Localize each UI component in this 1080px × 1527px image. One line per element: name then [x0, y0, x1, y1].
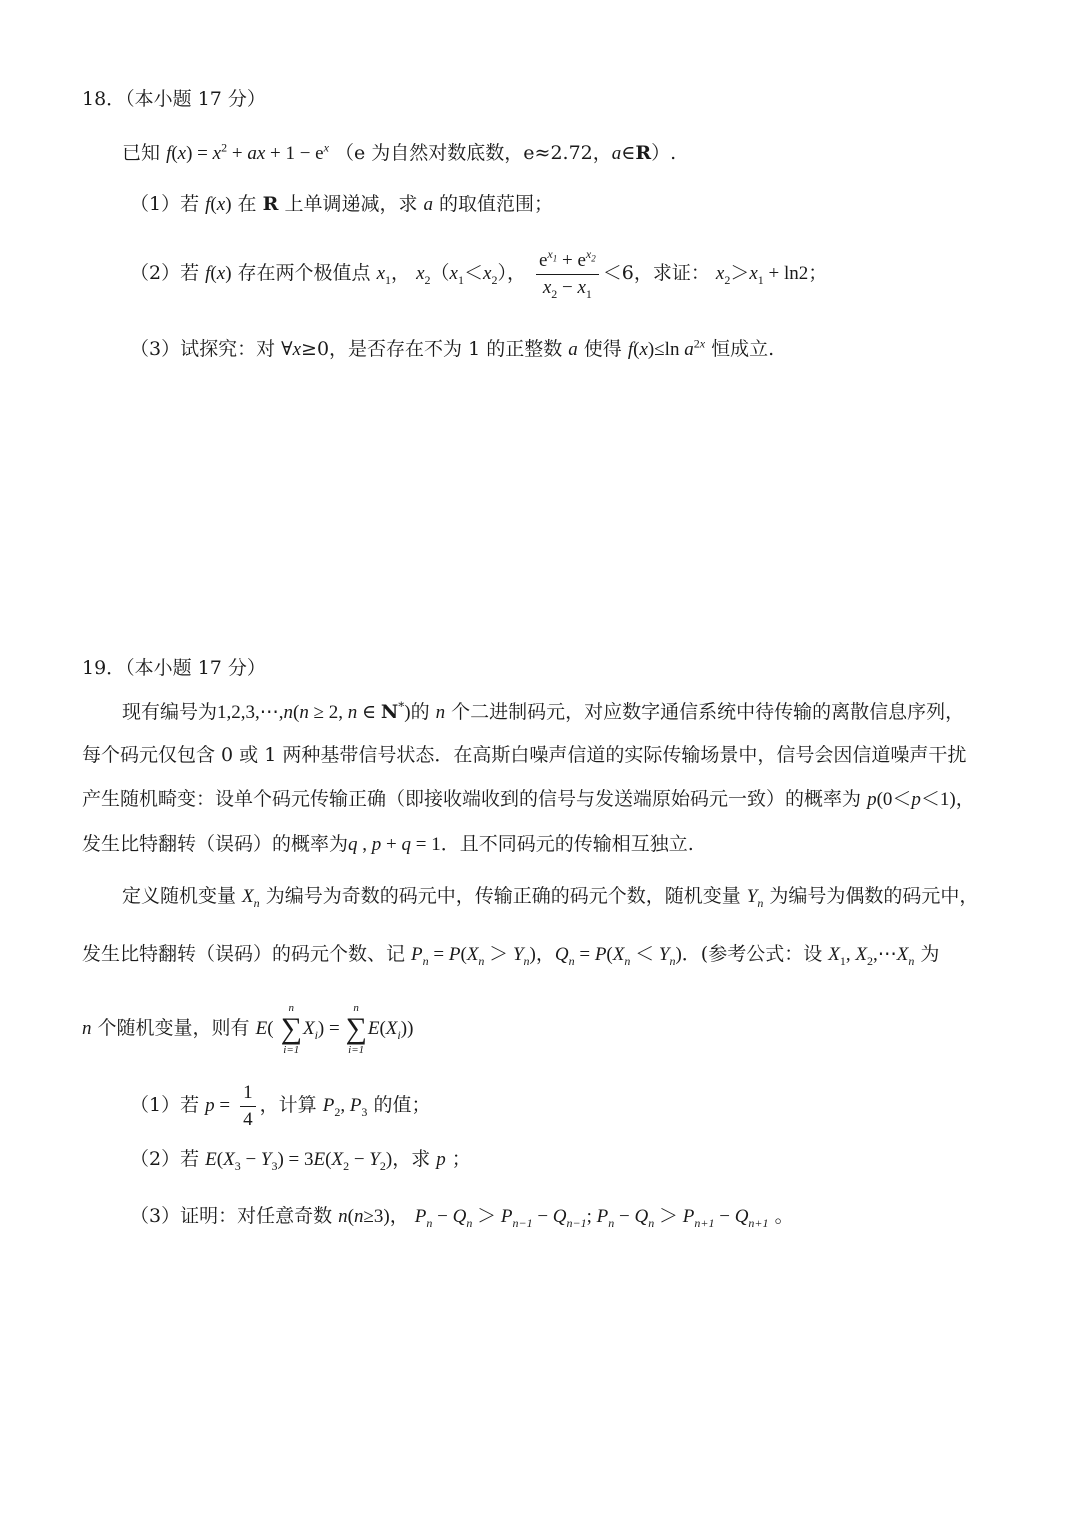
q19-para1-line2: 每个码元仅包含 0 或 1 两种基带信号状态．在高斯白噪声信道的实际传输场景中，信号会因信道噪声干扰: [82, 744, 967, 766]
q19-heading: 19．（本小题 17 分）: [82, 657, 266, 679]
q19-fraction: $\frac{1}{4}$: [240, 1082, 256, 1131]
q19-part2: （2）若 $E(X_3 - Y_3) = 3E(X_2 - Y_2)$，求 p ；: [130, 1148, 471, 1173]
q19-part1: （1）若 p = $\frac{1}{4}$ ，计算 $P_2$, $P_3$ 的值；: [130, 1081, 431, 1130]
sum-symbol-2: n ∑ i=1: [345, 1002, 367, 1056]
q19-para2-line1: 定义随机变量 $X_n$ 为编号为奇数的码元中，传输正确的码元个数，随机变量 $Y_n$ 为编号为偶数的码元中，: [122, 885, 979, 910]
q19-part3: （3）证明：对任意奇数 n(n≥3)， $P_n - Q_n > P_{n-1} - Q_{n-1}$; $P_n - Q_n > P_{n+1} - Q_{n+1}$ 。: [130, 1205, 794, 1230]
q18-part3: （3）试探究：对 ∀x≥0，是否存在不为 1 的正整数 a 使得 f(x)≤ln $a^{2x}$ 恒成立.: [130, 336, 775, 360]
q18-heading: 18．（本小题 17 分）: [82, 88, 266, 110]
q19-para1-line1: 现有编号为1,2,3,⋯,n(n ≥ 2, n ∈ N*)的 n 个二进制码元，对应数字通信系统中待传输的离散信息序列，: [122, 699, 965, 723]
q18-part2: （2）若 f(x) 存在两个极值点 $x_1$， $x_2(x_1<x_2)$， $\frac{e^{x_1} + e^{x_2}}{x_2 - x_1}$ ＜6，求证： $x_2>x_1 + \ln 2$；: [130, 247, 828, 301]
q19-para2-line3: n 个随机变量，则有 E( n ∑ i=1 $X_i$) = n ∑ i=1 $E(X_i)$): [82, 1002, 414, 1056]
q19-para1-line3: 产生随机畸变：设单个码元传输正确（即接收端收到的信号与发送端原始码元一致）的概率为 p(0＜p＜1)，: [82, 788, 975, 810]
q19-para2-line2: 发生比特翻转（误码）的码元个数、记 $P_n = P(X_n > Y_n)$，$Q_n = P(X_n < Y_n)$．(参考公式：设 $X_1$, $X_2,\cdots X_n$ 为: [82, 943, 940, 968]
q18-part1: （1）若 f(x) 在 R 上单调递减，求 a 的取值范围；: [130, 193, 554, 215]
q18-stem: 已知 $f(x) = x^2$ + ax + $1 - e^x$ （e 为自然对数底数，e≈2.72，a∈R）.: [122, 140, 677, 164]
q19-para1-line4: 发生比特翻转（误码）的概率为q , p + q = 1．且不同码元的传输相互独立.: [82, 833, 694, 855]
q18-fraction: $\frac{e^{x_1} + e^{x_2}}{x_2 - x_1}$: [536, 250, 599, 299]
sum-symbol-1: n ∑ i=1: [280, 1002, 302, 1056]
